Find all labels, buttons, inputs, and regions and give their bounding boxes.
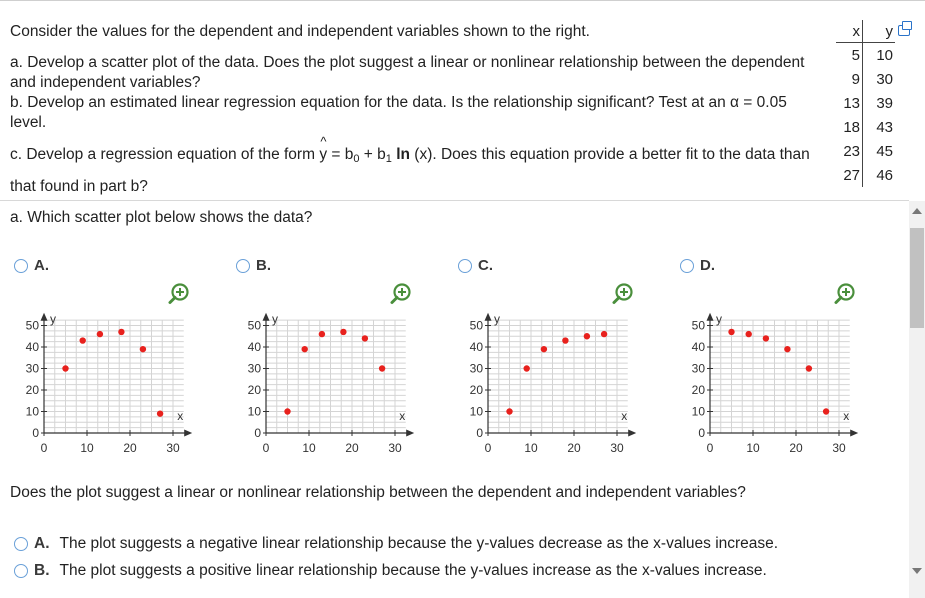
data-point bbox=[302, 346, 308, 352]
answer-option-b[interactable]: B. The plot suggests a positive linear relationship because the y-values increase as the x-values increase. bbox=[14, 562, 767, 580]
y-tick-label: 20 bbox=[247, 383, 261, 397]
y-tick-label: 10 bbox=[25, 404, 39, 419]
x-axis-label: x bbox=[843, 409, 850, 424]
y-axis-arrow-icon bbox=[263, 313, 270, 321]
y-tick-label: 50 bbox=[469, 318, 483, 333]
y-tick-label: 50 bbox=[247, 318, 261, 333]
y-tick-label: 0 bbox=[254, 426, 261, 440]
x-tick-label: 20 bbox=[345, 441, 359, 455]
data-point bbox=[823, 408, 829, 414]
y-tick-label: 30 bbox=[691, 361, 705, 376]
x-axis-label: x bbox=[399, 409, 406, 424]
table-header-x: x bbox=[836, 20, 863, 43]
x-tick-label: 20 bbox=[567, 441, 581, 455]
y-axis-label: y bbox=[494, 311, 500, 326]
problem-intro: Consider the values for the dependent and independent variables shown to the right. bbox=[10, 23, 590, 40]
y-tick-label: 20 bbox=[25, 383, 39, 397]
table-row: 13 39 bbox=[836, 91, 895, 115]
data-point bbox=[746, 331, 752, 337]
x-axis-arrow-icon bbox=[850, 430, 858, 437]
plot-option-d[interactable]: D. bbox=[680, 257, 715, 274]
y-axis-label: y bbox=[50, 311, 56, 326]
data-point bbox=[379, 365, 385, 371]
data-point bbox=[118, 329, 124, 335]
x-tick-label: 10 bbox=[746, 441, 760, 455]
y-axis-label: y bbox=[716, 311, 722, 326]
problem-part-c: c. Develop a regression equation of the form ^ $y = b_0 + b_1$ ln (x). Does this equation provide a better fit to the data than that found in part b? bbox=[10, 141, 810, 201]
zoom-handle bbox=[614, 298, 619, 303]
data-point bbox=[80, 337, 86, 343]
answer-text: The plot suggests a positive linear relationship because the y-values increase as the x-values increase. bbox=[59, 562, 767, 579]
x-tick-label: 30 bbox=[388, 441, 402, 455]
y-tick-label: 10 bbox=[247, 404, 261, 419]
y-tick-label: 50 bbox=[691, 318, 705, 333]
table-row: 9 30 bbox=[836, 67, 895, 91]
y-tick-label: 40 bbox=[25, 340, 39, 354]
data-point bbox=[541, 346, 547, 352]
data-point bbox=[97, 331, 103, 337]
plot-option-a[interactable]: A. bbox=[14, 257, 49, 274]
zoom-handle bbox=[392, 298, 397, 303]
data-point bbox=[340, 329, 346, 335]
y-axis-arrow-icon bbox=[707, 313, 714, 321]
problem-part-a: a. Develop a scatter plot of the data. Does the plot suggest a linear or nonlinear relationship between the dependent and independent variables? bbox=[10, 54, 805, 91]
x-tick-label: 10 bbox=[524, 441, 538, 455]
x-tick-label: 0 bbox=[706, 441, 714, 455]
zoom-handle bbox=[170, 298, 175, 303]
x-tick-label: 30 bbox=[832, 441, 846, 455]
table-row: 23 45 bbox=[836, 139, 895, 163]
table-row: 5 10 bbox=[836, 43, 895, 68]
data-point bbox=[728, 329, 734, 335]
y-tick-label: 20 bbox=[691, 383, 705, 397]
x-tick-label: 0 bbox=[484, 441, 492, 455]
y-tick-label: 30 bbox=[469, 361, 483, 376]
problem-part-b: b. Develop an estimated linear regression equation for the data. Is the relationship significant? Test at an α = 0.05 level. bbox=[10, 94, 787, 131]
plot-option-b[interactable]: B. bbox=[236, 257, 271, 274]
radio-icon[interactable] bbox=[14, 537, 28, 551]
y-tick-label: 0 bbox=[476, 426, 483, 440]
data-point bbox=[62, 365, 68, 371]
answer-option-a[interactable]: A. The plot suggests a negative linear relationship because the y-values decrease as the x-values increase. bbox=[14, 535, 778, 553]
y-tick-label: 40 bbox=[247, 340, 261, 354]
data-point bbox=[284, 408, 290, 414]
x-axis-arrow-icon bbox=[406, 430, 414, 437]
x-axis-label: x bbox=[621, 409, 628, 424]
y-axis-arrow-icon bbox=[485, 313, 492, 321]
x-tick-label: 20 bbox=[123, 441, 137, 455]
x-tick-label: 0 bbox=[40, 441, 48, 455]
y-tick-label: 40 bbox=[469, 340, 483, 354]
question-b: Does the plot suggest a linear or nonlinear relationship between the dependent and independent variables? bbox=[10, 484, 746, 501]
x-tick-label: 20 bbox=[789, 441, 803, 455]
radio-icon[interactable] bbox=[14, 564, 28, 578]
x-tick-label: 10 bbox=[302, 441, 316, 455]
table-row: 18 43 bbox=[836, 115, 895, 139]
answer-text: The plot suggests a negative linear relationship because the y-values decrease as the x-values increase. bbox=[59, 535, 779, 552]
zoom-handle bbox=[836, 298, 841, 303]
y-hat: ^ y bbox=[319, 141, 327, 169]
data-point bbox=[140, 346, 146, 352]
y-tick-label: 30 bbox=[25, 361, 39, 376]
x-axis-arrow-icon bbox=[184, 430, 192, 437]
y-axis-label: y bbox=[272, 311, 278, 326]
y-tick-label: 0 bbox=[32, 426, 39, 440]
y-tick-label: 10 bbox=[691, 404, 705, 419]
x-tick-label: 30 bbox=[166, 441, 180, 455]
plot-option-c[interactable]: C. bbox=[458, 257, 493, 274]
data-point bbox=[763, 335, 769, 341]
y-tick-label: 40 bbox=[691, 340, 705, 354]
x-axis-label: x bbox=[177, 409, 184, 424]
data-point bbox=[601, 331, 607, 337]
data-point bbox=[319, 331, 325, 337]
table-row: 27 46 bbox=[836, 163, 895, 187]
data-point bbox=[362, 335, 368, 341]
y-tick-label: 30 bbox=[247, 361, 261, 376]
data-point bbox=[584, 333, 590, 339]
x-tick-label: 0 bbox=[262, 441, 270, 455]
data-point bbox=[506, 408, 512, 414]
y-tick-label: 10 bbox=[469, 404, 483, 419]
x-tick-label: 30 bbox=[610, 441, 624, 455]
data-point bbox=[806, 365, 812, 371]
data-point bbox=[562, 337, 568, 343]
y-tick-label: 50 bbox=[25, 318, 39, 333]
table-header-y: y bbox=[863, 20, 896, 43]
question-a: a. Which scatter plot below shows the data? bbox=[10, 209, 313, 226]
data-point bbox=[784, 346, 790, 352]
y-tick-label: 20 bbox=[469, 383, 483, 397]
y-tick-label: 0 bbox=[698, 426, 705, 440]
data-point bbox=[524, 365, 530, 371]
y-axis-arrow-icon bbox=[41, 313, 48, 321]
data-point bbox=[157, 410, 163, 416]
x-axis-arrow-icon bbox=[628, 430, 636, 437]
x-tick-label: 10 bbox=[80, 441, 94, 455]
